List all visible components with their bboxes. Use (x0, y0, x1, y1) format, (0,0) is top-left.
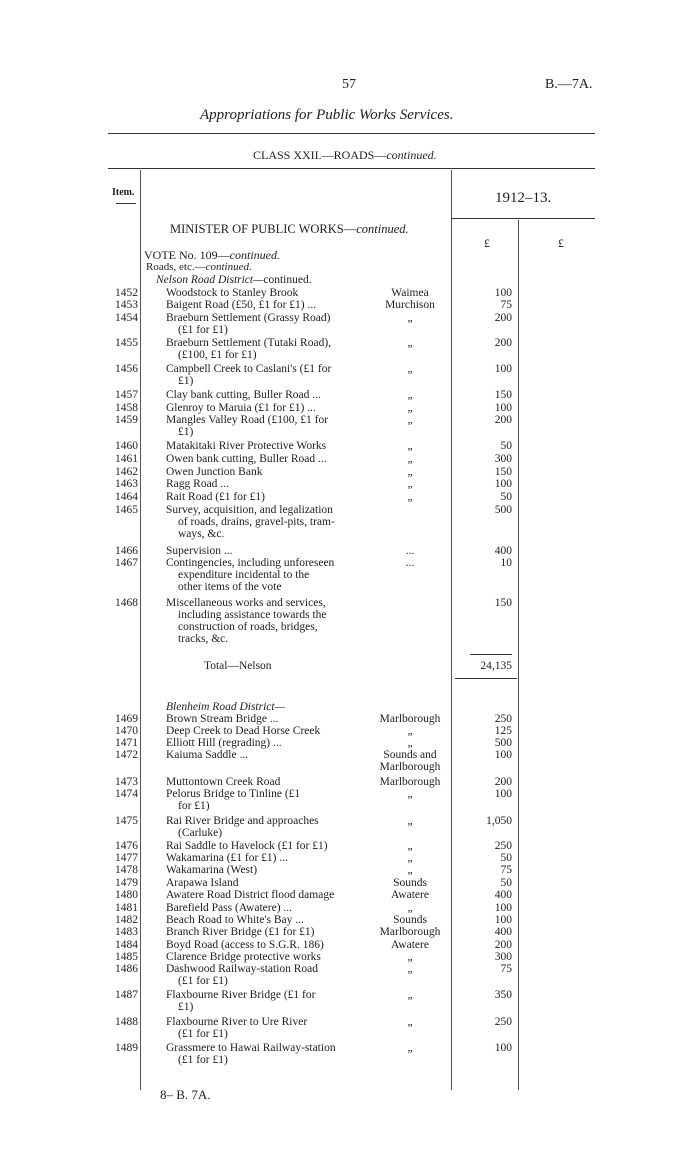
item-description: Wakamarina (West) (166, 864, 258, 876)
item-description: Owen Junction Bank (166, 466, 263, 478)
item-locality: „ (407, 864, 413, 876)
item-locality: Awatere (391, 889, 429, 901)
item-amount: 400 (494, 889, 512, 901)
item-description: Woodstock to Stanley Brook (166, 287, 299, 299)
item-description: Arapawa Island (166, 877, 239, 889)
item-number: 1485 (115, 951, 138, 963)
item-locality: Murchison (385, 299, 435, 311)
item-number: 1488 (115, 1016, 138, 1028)
table-row (0, 788, 700, 801)
item-number: 1468 (115, 597, 138, 609)
item-locality: „ (407, 989, 413, 1001)
item-locality: „ (407, 478, 413, 490)
table-row (0, 597, 700, 610)
item-number: 1475 (115, 815, 138, 827)
item-amount: 500 (494, 504, 512, 516)
item-number: 1467 (115, 557, 138, 569)
total-amount: 24,135 (480, 660, 512, 672)
item-number: 1466 (115, 545, 138, 557)
nelson-district-heading: Nelson Road District—continued. (156, 274, 312, 286)
item-locality: Sounds (393, 914, 427, 926)
table-row (0, 864, 700, 877)
item-amount: 200 (494, 312, 512, 324)
table-row (0, 504, 700, 517)
table-row (0, 963, 700, 976)
item-description: Survey, acquisition, and legalization (166, 504, 333, 516)
item-locality: „ (407, 337, 413, 349)
item-locality: „ (407, 737, 413, 749)
item-description-continuation: (£1 for £1) (178, 1054, 228, 1066)
item-description: Flaxbourne River to Ure River (166, 1016, 308, 1028)
item-locality: ... (405, 545, 415, 557)
item-amount: 100 (494, 478, 512, 490)
item-amount: 250 (494, 840, 512, 852)
item-amount: 300 (494, 951, 512, 963)
item-amount: 100 (494, 749, 512, 761)
table-row (0, 453, 700, 466)
item-description: Deep Creek to Dead Horse Creek (166, 725, 321, 737)
item-number: 1479 (115, 877, 138, 889)
item-number: 1477 (115, 852, 138, 864)
item-locality: ... (405, 557, 415, 569)
total-bottom-rule (455, 678, 517, 679)
item-amount: 200 (494, 414, 512, 426)
page-footer: 8– B. 7A. (160, 1087, 211, 1102)
item-description-continuation: including assistance towards the (178, 609, 327, 621)
item-locality: Sounds and Marlborough (379, 749, 441, 773)
item-amount: 250 (494, 1016, 512, 1028)
item-description: Miscellaneous works and services, (166, 597, 326, 609)
item-number: 1459 (115, 414, 138, 426)
item-amount: 350 (494, 989, 512, 1001)
item-number: 1462 (115, 466, 138, 478)
year-column-header: 1912–13. (495, 190, 552, 206)
document-reference: B.—7A. (545, 77, 593, 92)
item-locality: „ (407, 815, 413, 827)
table-row (0, 491, 700, 504)
item-amount: 200 (494, 337, 512, 349)
item-number: 1472 (115, 749, 138, 761)
table-top-rule (108, 168, 595, 169)
item-description: Braeburn Settlement (Grassy Road) (166, 312, 331, 324)
item-description: Ragg Road ... (166, 478, 229, 490)
item-amount: 1,050 (486, 815, 512, 827)
item-description-continuation: for £1) (178, 800, 210, 812)
table-row (0, 815, 700, 828)
item-description: Rai River Bridge and approaches (166, 815, 319, 827)
item-description: Clay bank cutting, Buller Road ... (166, 389, 321, 401)
table-row (0, 478, 700, 491)
item-number: 1474 (115, 788, 138, 800)
title-rule (108, 133, 595, 134)
table-row (0, 440, 700, 453)
item-number: 1454 (115, 312, 138, 324)
item-description: Elliott Hill (regrading) ... (166, 737, 282, 749)
pound-symbol-right: £ (558, 236, 564, 250)
item-number: 1476 (115, 840, 138, 852)
item-number: 1484 (115, 939, 138, 951)
item-description: Campbell Creek to Caslani's (£1 for (166, 363, 332, 375)
item-amount: 100 (494, 287, 512, 299)
item-amount: 400 (494, 545, 512, 557)
item-amount: 200 (494, 776, 512, 788)
item-description: Owen bank cutting, Buller Road ... (166, 453, 327, 465)
table-row (0, 337, 700, 350)
item-description: Branch River Bridge (£1 for £1) (166, 926, 315, 938)
ministry-heading: MINISTER OF PUBLIC WORKS—continued. (170, 222, 409, 236)
item-description: Pelorus Bridge to Tinline (£1 (166, 788, 301, 800)
item-locality: Marlborough (379, 926, 441, 938)
item-amount: 100 (494, 902, 512, 914)
item-number: 1464 (115, 491, 138, 503)
item-description: Rait Road (£1 for £1) (166, 491, 266, 503)
item-description: Boyd Road (access to S.G.R. 186) (166, 939, 324, 951)
item-locality: „ (407, 788, 413, 800)
item-description-continuation: £1) (178, 426, 194, 438)
item-number: 1478 (115, 864, 138, 876)
item-description-continuation: (Carluke) (178, 827, 223, 839)
page-title: Appropriations for Public Works Services. (200, 107, 454, 123)
item-locality: „ (407, 363, 413, 375)
table-row (0, 889, 700, 902)
item-amount: 50 (500, 877, 512, 889)
item-amount: 150 (494, 389, 512, 401)
item-amount: 125 (494, 725, 512, 737)
item-description: Barefield Pass (Awatere) ... (166, 902, 293, 914)
item-amount: 75 (500, 864, 512, 876)
item-description: Beach Road to White's Bay ... (166, 914, 304, 926)
item-amount: 100 (494, 402, 512, 414)
item-number: 1487 (115, 989, 138, 1001)
item-description-continuation: construction of roads, bridges, (178, 621, 318, 633)
item-number: 1452 (115, 287, 138, 299)
item-locality: Marlborough (379, 713, 441, 725)
item-number: 1453 (115, 299, 138, 311)
item-locality: Waimea (391, 287, 429, 299)
item-amount: 75 (500, 299, 512, 311)
item-locality: „ (407, 852, 413, 864)
item-description: Muttontown Creek Road (166, 776, 281, 788)
item-description-continuation: other items of the vote (178, 581, 282, 593)
item-column-header: Item. (112, 187, 135, 198)
item-number: 1460 (115, 440, 138, 452)
item-amount: 300 (494, 453, 512, 465)
item-amount: 100 (494, 1042, 512, 1054)
item-number: 1455 (115, 337, 138, 349)
header-rule (451, 218, 595, 219)
item-number: 1457 (115, 389, 138, 401)
item-locality: „ (407, 840, 413, 852)
item-description-continuation: of roads, drains, gravel-pits, tram- (178, 516, 335, 528)
item-description: Matakitaki River Protective Works (166, 440, 327, 452)
vote-heading: VOTE No. 109—continued. (144, 248, 280, 262)
item-description-continuation: £1) (178, 1001, 194, 1013)
item-number: 1463 (115, 478, 138, 490)
item-locality: „ (407, 440, 413, 452)
item-amount: 400 (494, 926, 512, 938)
item-number: 1470 (115, 725, 138, 737)
item-description: Glenroy to Maruia (£1 for £1) ... (166, 402, 316, 414)
item-description: Mangles Valley Road (£100, £1 for (166, 414, 329, 426)
item-amount: 100 (494, 914, 512, 926)
item-description: Rai Saddle to Havelock (£1 for £1) (166, 840, 328, 852)
item-amount: 200 (494, 939, 512, 951)
item-number: 1481 (115, 902, 138, 914)
item-locality: „ (407, 951, 413, 963)
item-number: 1469 (115, 713, 138, 725)
item-number: 1458 (115, 402, 138, 414)
table-row (0, 557, 700, 570)
item-amount: 50 (500, 852, 512, 864)
page-number: 57 (342, 77, 356, 92)
item-locality: „ (407, 963, 413, 975)
item-description-continuation: ways, &c. (178, 528, 225, 540)
item-locality: Sounds (393, 877, 427, 889)
table-row (0, 363, 700, 376)
item-locality: „ (407, 902, 413, 914)
item-amount: 150 (494, 466, 512, 478)
table-row (0, 989, 700, 1002)
item-description-continuation: (£100, £1 for £1) (178, 349, 257, 361)
item-amount: 10 (500, 557, 512, 569)
table-row (0, 299, 700, 312)
item-locality: „ (407, 466, 413, 478)
item-locality: „ (407, 402, 413, 414)
item-description: Wakamarina (£1 for £1) ... (166, 852, 289, 864)
item-amount: 50 (500, 491, 512, 503)
item-amount: 250 (494, 713, 512, 725)
item-amount: 150 (494, 597, 512, 609)
class-heading: CLASS XXII.—ROADS—continued. (253, 148, 437, 162)
item-locality: Awatere (391, 939, 429, 951)
total-label: Total—Nelson (204, 660, 272, 672)
item-description-continuation: (£1 for £1) (178, 324, 228, 336)
table-row (0, 389, 700, 402)
item-number: 1473 (115, 776, 138, 788)
item-locality: „ (407, 491, 413, 503)
item-locality: „ (407, 312, 413, 324)
item-description: Supervision ... (166, 545, 233, 557)
item-locality: „ (407, 453, 413, 465)
item-description: Flaxbourne River Bridge (£1 for (166, 989, 316, 1001)
item-description: Contingencies, including unforeseen (166, 557, 335, 569)
item-locality: „ (407, 725, 413, 737)
item-number: 1465 (115, 504, 138, 516)
item-description: Baigent Road (£50, £1 for £1) ... (166, 299, 317, 311)
table-row (0, 414, 700, 427)
table-row (0, 1016, 700, 1029)
item-description: Brown Stream Bridge ... (166, 713, 279, 725)
item-amount: 75 (500, 963, 512, 975)
item-description: Kaiuma Saddle ... (166, 749, 249, 761)
table-row (0, 926, 700, 939)
item-description: Grassmere to Hawai Railway-station (166, 1042, 336, 1054)
roads-heading: Roads, etc.—continued. (146, 261, 252, 273)
item-number: 1480 (115, 889, 138, 901)
item-locality: „ (407, 1042, 413, 1054)
total-top-rule (470, 654, 512, 655)
item-amount: 100 (494, 363, 512, 375)
item-locality: „ (407, 414, 413, 426)
item-header-rule (116, 203, 136, 204)
item-description-continuation: expenditure incidental to the (178, 569, 310, 581)
item-number: 1456 (115, 363, 138, 375)
item-number: 1482 (115, 914, 138, 926)
item-number: 1483 (115, 926, 138, 938)
item-amount: 500 (494, 737, 512, 749)
item-description-continuation: £1) (178, 375, 194, 387)
item-amount: 50 (500, 440, 512, 452)
item-description: Awatere Road District flood damage (166, 889, 335, 901)
item-locality: „ (407, 1016, 413, 1028)
item-description-continuation: (£1 for £1) (178, 975, 228, 987)
blenheim-district-heading: Blenheim Road District— (166, 701, 285, 713)
item-locality: „ (407, 389, 413, 401)
table-row (0, 749, 700, 773)
pound-symbol-left: £ (484, 236, 490, 250)
item-amount: 100 (494, 788, 512, 800)
item-number: 1461 (115, 453, 138, 465)
item-description: Dashwood Railway-station Road (166, 963, 319, 975)
item-locality: Marlborough (379, 776, 441, 788)
item-description: Braeburn Settlement (Tutaki Road), (166, 337, 332, 349)
item-description: Clarence Bridge protective works (166, 951, 321, 963)
item-description-continuation: (£1 for £1) (178, 1028, 228, 1040)
table-row (0, 1042, 700, 1055)
item-number: 1489 (115, 1042, 138, 1054)
item-number: 1471 (115, 737, 138, 749)
table-row (0, 312, 700, 325)
item-description-continuation: tracks, &c. (178, 633, 229, 645)
item-number: 1486 (115, 963, 138, 975)
